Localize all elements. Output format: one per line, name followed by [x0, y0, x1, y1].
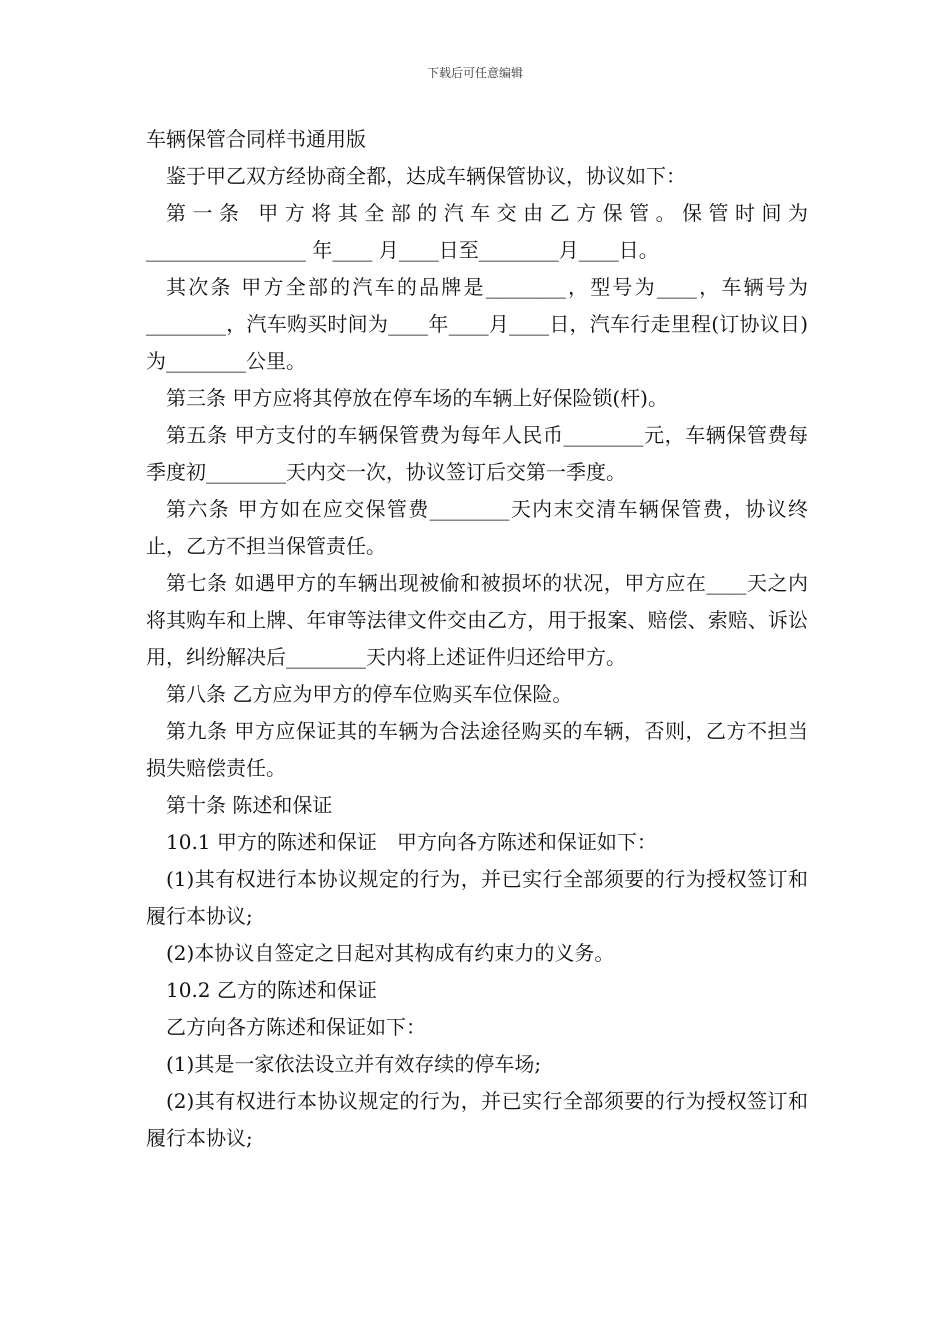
page-header: 下载后可任意编辑 — [426, 66, 523, 80]
paragraph-article-3: 第三条 甲方应将其停放在停车场的车辆上好保险锁(杆)。 — [166, 386, 668, 410]
paragraph-article-6: 第六条 甲方如在应交保管费________天内末交清车辆保管费，协议终止，乙方不担当保管责任。 — [146, 497, 808, 558]
paragraph-article-8: 第八条 乙方应为甲方的停车位购买车位保险。 — [166, 682, 573, 706]
paragraph-10-2-item-2: (2)其有权进行本协议规定的行为，并已实行全部须要的行为授权签订和履行本协议; — [146, 1089, 808, 1150]
paragraph-10-2-item-1: (1)其是一家依法设立并有效存续的停车场; — [166, 1052, 542, 1076]
paragraph-article-9: 第九条 甲方应保证其的车辆为合法途径购买的车辆，否则，乙方不担当损失赔偿责任。 — [146, 719, 808, 780]
paragraph-10-2: 10.2 乙方的陈述和保证 — [166, 978, 377, 1002]
paragraph-10-2-intro: 乙方向各方陈述和保证如下： — [166, 1015, 426, 1039]
paragraph-article-10: 第十条 陈述和保证 — [166, 793, 333, 817]
document-body — [146, 121, 808, 1157]
paragraph-preamble: 鉴于甲乙双方经协商全都，达成车辆保管协议，协议如下： — [166, 164, 686, 188]
paragraph-article-5: 第五条 甲方支付的车辆保管费为每年人民币________元，车辆保管费每季度初________天内交一次，协议签订后交第一季度。 — [146, 423, 808, 484]
document-title: 车辆保管合同样书通用版 — [146, 127, 366, 151]
paragraph-10-1-item-2: (2)本协议自签定之日起对其构成有约束力的义务。 — [166, 941, 615, 965]
paragraph-10-1: 10.1 甲方的陈述和保证 甲方向各方陈述和保证如下： — [166, 830, 657, 854]
paragraph-article-7: 第七条 如遇甲方的车辆出现被偷和被损坏的状况，甲方应在____天之内将其购车和上牌、年审等法律文件交由乙方，用于报案、赔偿、索赔、诉讼用，纠纷解决后________天内将上述证件归还给甲方。 — [146, 571, 808, 669]
paragraph-article-2: 其次条 甲方全部的汽车的品牌是________，型号为____，车辆号为________，汽车购买时间为____年____月____日，汽车行走里程(订协议日)为________公里。 — [146, 275, 808, 373]
paragraph-10-1-item-1: (1)其有权进行本协议规定的行为，并已实行全部须要的行为授权签订和履行本协议; — [146, 867, 808, 928]
paragraph-article-1: 第一条 甲方将其全部的汽车交由乙方保管。保管时间为________________ 年____ 月____日至________月____日。 — [146, 201, 808, 262]
